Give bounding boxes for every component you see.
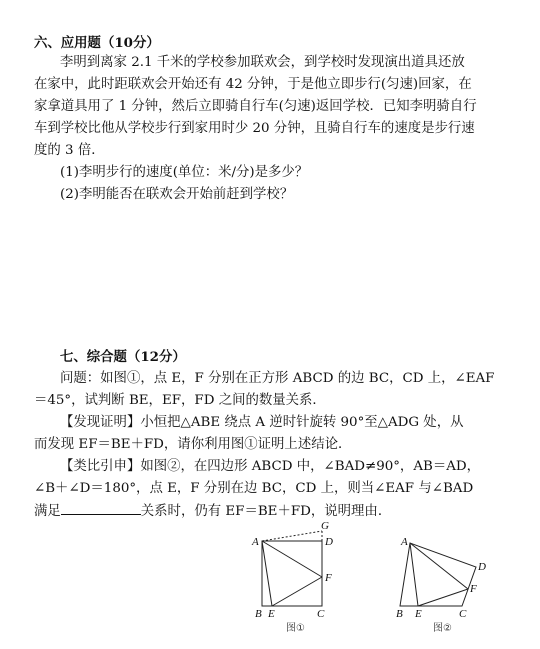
label-b: B [396,608,403,620]
figure-1-caption: 图① [286,623,305,634]
figure-2 [390,530,500,636]
label-c: C [317,608,325,620]
problem-text-line: 【发现证明】小恒把△ABE 绕点 A 逆时针旋转 90°至△ADG 处，从 [60,415,464,430]
figure-2-caption: 图② [433,623,452,634]
figure-1 [240,518,350,636]
segment-af [262,541,322,577]
question-1: (1)李明步行的速度(单位：米/分)是多少？ [60,165,309,180]
text-suffix: 关系时，仍有 EF＝BE＋FD，说明理由． [140,504,392,519]
text-prefix: 满足 [34,504,61,519]
segment-ef [418,589,468,606]
problem-text-line: ∠B＋∠D＝180°，点 E，F 分别在边 BC，CD 上，则当∠EAF 与∠BAD [34,481,474,496]
problem-text-line: 【类比引申】如图②，在四边形 ABCD 中，∠BAD≠90°，AB＝AD， [60,459,481,474]
label-g: G [321,520,329,532]
problem-text-line: 在家中，此时距联欢会开始还有 42 分钟，于是他立即步行(匀速)回家，在 [34,77,472,92]
label-e: E [415,608,422,620]
label-e: E [268,608,275,620]
problem-text-line: 度的 3 倍． [34,143,105,158]
label-c: C [459,608,467,620]
segment-ae [262,541,272,606]
question-2: (2)李明能否在联欢会开始前赶到学校？ [60,187,294,202]
segment-af [410,543,468,589]
problem-text-line: 车到学校比他从学校步行到家用时少 20 分钟，且骑自行车的速度是步行速 [34,121,475,136]
problem-text-line: 李明到离家 2.1 千米的学校参加联欢会，到学校时发现演出道具还放 [60,55,465,70]
label-d: D [478,561,486,573]
label-a: A [252,536,259,548]
problem-text-line: ＝45°，试判断 BE，EF，FD 之间的数量关系． [34,393,326,408]
label-f: F [325,572,332,584]
segment-ag [262,531,322,541]
label-f: F [470,583,477,595]
segment-ef [272,577,322,606]
answer-blank [61,501,141,515]
problem-text-line: 而发现 EF＝BE＋FD，请你利用图①证明上述结论． [34,437,352,452]
section-7-heading: 七、综合题（12分） [60,349,186,365]
section-6-heading: 六、应用题（10分） [34,35,160,51]
label-b: B [255,608,262,620]
label-d: D [325,536,333,548]
problem-text-line: 问题：如图①，点 E，F 分别在正方形 ABCD 的边 BC，CD 上，∠EAF [60,371,495,386]
segment-ae [410,543,418,606]
problem-text-line: 家拿道具用了 1 分钟，然后立即骑自行车(匀速)返回学校．已知李明骑自行 [34,99,477,114]
label-a: A [401,536,408,548]
